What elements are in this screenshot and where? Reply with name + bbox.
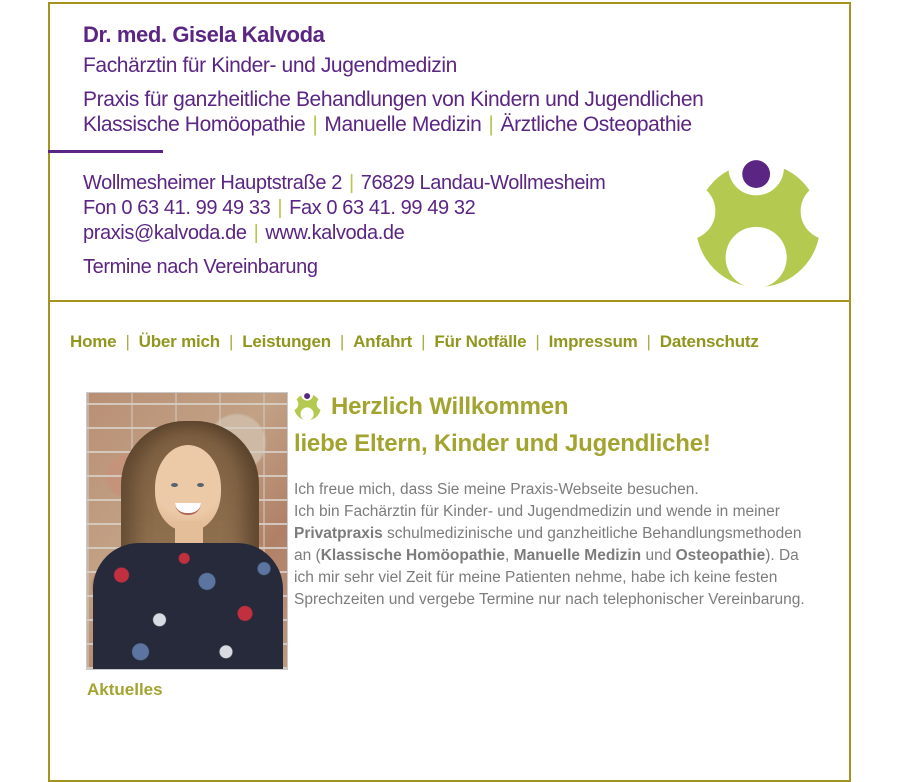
page-frame (48, 2, 851, 782)
welcome-logo-icon (294, 393, 321, 421)
address-street: Wollmesheimer Hauptstraße 2 (83, 172, 342, 194)
nav-separator: | (339, 332, 345, 351)
header-divider (50, 300, 849, 302)
praxis-description: Praxis für ganzheitliche Behandlungen von Kindern und Jugendlichen (83, 88, 704, 111)
nav-separator: | (535, 332, 540, 351)
email-link[interactable]: praxis@kalvoda.de (83, 222, 247, 244)
nav-item-fuer-notfaelle[interactable]: Für Notfälle (434, 332, 527, 351)
nav-separator: | (646, 332, 651, 351)
nav-item-ueber-mich[interactable]: Über mich (138, 332, 220, 351)
separator: | (488, 113, 494, 136)
discipline-manuelle-medizin: Manuelle Medizin (324, 113, 482, 136)
nav-separator: | (125, 332, 130, 351)
doctor-photo (86, 392, 288, 670)
separator: | (348, 172, 354, 194)
intro-paragraph: Ich freue mich, dass Sie meine Praxis-Webseite besuchen. Ich bin Fachärztin für Kinder- und Jugendmedizin und wende in meiner Privatpraxis schulmedizinische und ganzheitliche Behandlungsmethoden an (Klassische Homöopathie, Manuelle Medizin und Osteopathie). Da ich mir sehr viel Zeit für meine Patienten nehme, habe ich keine festen Sprechzeiten und vergebe Termine nur nach telephonischer Vereinbarung. (294, 481, 805, 608)
separator: | (312, 113, 318, 136)
main-navigation (70, 332, 759, 352)
separator: | (253, 222, 259, 244)
practice-logo-icon (695, 160, 821, 290)
address-line (83, 172, 605, 195)
nav-item-home[interactable]: Home (70, 332, 117, 351)
discipline-osteopathie: Ärztliche Osteopathie (500, 113, 692, 136)
aktuelles-heading: Aktuelles (87, 680, 163, 699)
fax-number: Fax 0 63 41. 99 49 32 (289, 197, 476, 219)
web-line (83, 222, 404, 245)
welcome-heading-line2: liebe Eltern, Kinder und Jugendliche! (294, 430, 711, 457)
welcome-heading-line1: Herzlich Willkommen (331, 393, 569, 420)
doctor-name: Dr. med. Gisela Kalvoda (83, 22, 325, 47)
phone-line (83, 197, 475, 220)
phone-number: Fon 0 63 41. 99 49 33 (83, 197, 271, 219)
nav-item-impressum[interactable]: Impressum (548, 332, 638, 351)
nav-separator: | (229, 332, 234, 351)
doctor-subtitle: Fachärztin für Kinder- und Jugendmedizin (83, 54, 457, 77)
nav-item-anfahrt[interactable]: Anfahrt (353, 332, 413, 351)
website-link[interactable]: www.kalvoda.de (265, 222, 405, 244)
discipline-homoeopathie: Klassische Homöopathie (83, 113, 306, 136)
disciplines-line (83, 113, 692, 137)
appointment-note: Termine nach Vereinbarung (83, 256, 318, 278)
separator: | (277, 197, 283, 219)
welcome-section (294, 393, 816, 627)
address-city: 76829 Landau-Wollmesheim (360, 172, 606, 194)
nav-item-datenschutz[interactable]: Datenschutz (659, 332, 759, 351)
nav-item-leistungen[interactable]: Leistungen (242, 332, 331, 351)
nav-separator: | (421, 332, 426, 351)
purple-rule (48, 150, 163, 153)
